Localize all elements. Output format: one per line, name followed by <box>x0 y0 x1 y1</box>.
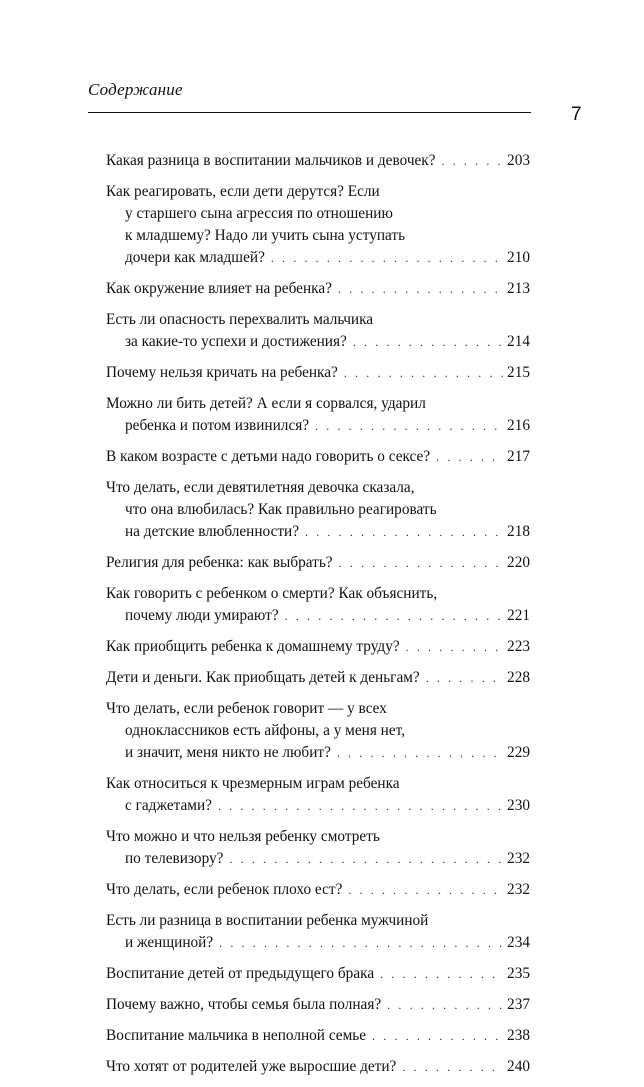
toc-entry <box>106 309 530 353</box>
toc-entry-line <box>106 1025 530 1047</box>
toc-entry-line <box>106 247 530 269</box>
toc-entry <box>106 963 530 985</box>
toc-entry-text: Что делать, если девятилетняя девочка сказала, <box>106 479 415 496</box>
toc-entry-line <box>106 879 530 901</box>
toc-page-number: 216 <box>507 417 530 434</box>
toc-entry <box>106 1056 530 1078</box>
table-of-contents <box>106 150 530 1087</box>
toc-page-number: 213 <box>507 280 530 297</box>
dot-leader <box>353 331 504 353</box>
toc-entry-text: Как реагировать, если дети дерутся? Если <box>106 183 380 200</box>
toc-entry-line <box>106 150 530 172</box>
toc-entry-line <box>106 225 530 247</box>
toc-entry-line <box>106 446 530 468</box>
toc-entry-line <box>106 932 530 954</box>
toc-entry-line <box>106 499 530 521</box>
toc-entry-text: и женщиной? <box>125 934 214 951</box>
toc-entry <box>106 278 530 300</box>
toc-entry-text: с гаджетами? <box>125 797 212 814</box>
toc-entry <box>106 698 530 764</box>
toc-page-number: 214 <box>507 333 530 350</box>
toc-entry <box>106 393 530 437</box>
toc-page-number: 223 <box>507 638 530 655</box>
dot-leader <box>387 994 504 1016</box>
toc-entry-line <box>106 181 530 203</box>
toc-entry-text: Дети и деньги. Как приобщать детей к деньгам? <box>106 669 420 686</box>
toc-entry-text: и значит, меня никто не любит? <box>125 744 331 761</box>
toc-entry-line <box>106 963 530 985</box>
toc-entry-text: дочери как младшей? <box>125 249 265 266</box>
dot-leader <box>436 446 504 468</box>
toc-page-number: 232 <box>507 881 530 898</box>
toc-entry-text: ребенка и потом извинился? <box>125 417 310 434</box>
dot-leader <box>339 552 504 574</box>
toc-entry <box>106 362 530 384</box>
toc-entry-text: Как говорить с ребенком о смерти? Как объяснить, <box>106 585 438 602</box>
dot-leader <box>219 932 504 954</box>
dot-leader <box>402 1056 504 1078</box>
toc-entry-text: Можно ли бить детей? А если я сорвался, ударил <box>106 395 426 412</box>
toc-page-number: 218 <box>507 523 530 540</box>
toc-page-number: 232 <box>507 850 530 867</box>
toc-entry-line <box>106 1056 530 1078</box>
toc-entry <box>106 994 530 1016</box>
toc-entry-line <box>106 552 530 574</box>
toc-page-number: 210 <box>507 249 530 266</box>
toc-page-number: 220 <box>507 554 530 571</box>
toc-entry <box>106 636 530 658</box>
toc-entry-text: почему люди умирают? <box>125 607 279 624</box>
toc-page-number: 215 <box>507 364 530 381</box>
toc-entry <box>106 667 530 689</box>
running-head-title: Содержание <box>88 80 183 99</box>
toc-entry-line <box>106 203 530 225</box>
toc-entry-text: Воспитание мальчика в неполной семье <box>106 1027 367 1044</box>
toc-entry <box>106 583 530 627</box>
toc-entry-line <box>106 720 530 742</box>
toc-entry-line <box>106 636 530 658</box>
toc-entry-line <box>106 994 530 1016</box>
toc-entry <box>106 910 530 954</box>
toc-entry-text: за какие-то успехи и достижения? <box>125 333 347 350</box>
dot-leader <box>337 742 504 764</box>
page-number: 7 <box>571 104 582 125</box>
toc-entry-text: одноклассников есть айфоны, а у меня нет, <box>125 722 406 739</box>
toc-entry-text: Почему нельзя кричать на ребенка? <box>106 364 338 381</box>
toc-entry <box>106 879 530 901</box>
toc-entry-line <box>106 393 530 415</box>
toc-entry-text: Есть ли опасность перехвалить мальчика <box>106 311 374 328</box>
toc-page-number: 238 <box>507 1027 530 1044</box>
toc-entry-text: к младшему? Надо ли учить сына уступать <box>125 227 406 244</box>
dot-leader <box>406 636 504 658</box>
toc-entry-line <box>106 698 530 720</box>
toc-entry-text: у старшего сына агрессия по отношению <box>125 205 393 222</box>
dot-leader <box>218 795 504 817</box>
toc-entry-text: Как приобщить ребенка к домашнему труду? <box>106 638 400 655</box>
toc-entry-text: Что делать, если ребенок говорит — у всех <box>106 700 387 717</box>
toc-entry-line <box>106 773 530 795</box>
toc-entry-line <box>106 742 530 764</box>
toc-entry-line <box>106 362 530 384</box>
toc-page-number: 229 <box>507 744 530 761</box>
toc-entry-line <box>106 605 530 627</box>
toc-entry <box>106 826 530 870</box>
dot-leader <box>380 963 504 985</box>
toc-entry-line <box>106 477 530 499</box>
toc-entry-text: Как относиться к чрезмерным играм ребенка <box>106 775 400 792</box>
toc-entry <box>106 446 530 468</box>
toc-page-number: 230 <box>507 797 530 814</box>
toc-page-number: 240 <box>507 1058 530 1075</box>
toc-entry-line <box>106 521 530 543</box>
toc-entry-text: Что хотят от родителей уже выросшие дети? <box>106 1058 397 1075</box>
toc-entry <box>106 773 530 817</box>
dot-leader <box>426 667 504 689</box>
toc-entry-line <box>106 826 530 848</box>
toc-entry-line <box>106 848 530 870</box>
toc-entry-line <box>106 309 530 331</box>
toc-entry-line <box>106 415 530 437</box>
toc-page-number: 203 <box>507 152 530 169</box>
dot-leader <box>348 879 504 901</box>
dot-leader <box>315 415 504 437</box>
dot-leader <box>372 1025 504 1047</box>
toc-entry-line <box>106 910 530 932</box>
toc-entry-text: Как окружение влияет на ребенка? <box>106 280 332 297</box>
dot-leader <box>285 605 504 627</box>
toc-entry-text: В каком возрасте с детьми надо говорить о сексе? <box>106 448 431 465</box>
toc-entry-text: на детские влюбленности? <box>125 523 300 540</box>
dot-leader <box>344 362 504 384</box>
dot-leader <box>271 247 504 269</box>
toc-entry <box>106 150 530 172</box>
toc-entry-text: Религия для ребенка: как выбрать? <box>106 554 333 571</box>
toc-entry-line <box>106 278 530 300</box>
toc-page-number: 221 <box>507 607 530 624</box>
header-rule <box>88 112 531 113</box>
dot-leader <box>442 150 505 172</box>
toc-entry-text: Почему важно, чтобы семья была полная? <box>106 996 382 1013</box>
toc-entry-line <box>106 583 530 605</box>
toc-page-number: 235 <box>507 965 530 982</box>
toc-page-number: 228 <box>507 669 530 686</box>
toc-page-number: 234 <box>507 934 530 951</box>
toc-page-number: 237 <box>507 996 530 1013</box>
toc-entry <box>106 181 530 269</box>
dot-leader <box>338 278 504 300</box>
toc-entry-text: Есть ли разница в воспитании ребенка мужчиной <box>106 912 429 929</box>
toc-entry-text: Какая разница в воспитании мальчиков и девочек? <box>106 152 436 169</box>
dot-leader <box>305 521 504 543</box>
toc-entry-text: Что делать, если ребенок плохо ест? <box>106 881 343 898</box>
toc-page-number: 217 <box>507 448 530 465</box>
toc-entry-line <box>106 667 530 689</box>
toc-entry-text: Что можно и что нельзя ребенку смотреть <box>106 828 380 845</box>
toc-entry <box>106 552 530 574</box>
toc-entry <box>106 1025 530 1047</box>
toc-entry-text: Воспитание детей от предыдущего брака <box>106 965 375 982</box>
toc-entry-text: по телевизору? <box>125 850 224 867</box>
toc-entry-text: что она влюбилась? Как правильно реагировать <box>125 501 437 518</box>
toc-entry-line <box>106 331 530 353</box>
toc-entry <box>106 477 530 543</box>
toc-entry-line <box>106 795 530 817</box>
dot-leader <box>229 848 504 870</box>
